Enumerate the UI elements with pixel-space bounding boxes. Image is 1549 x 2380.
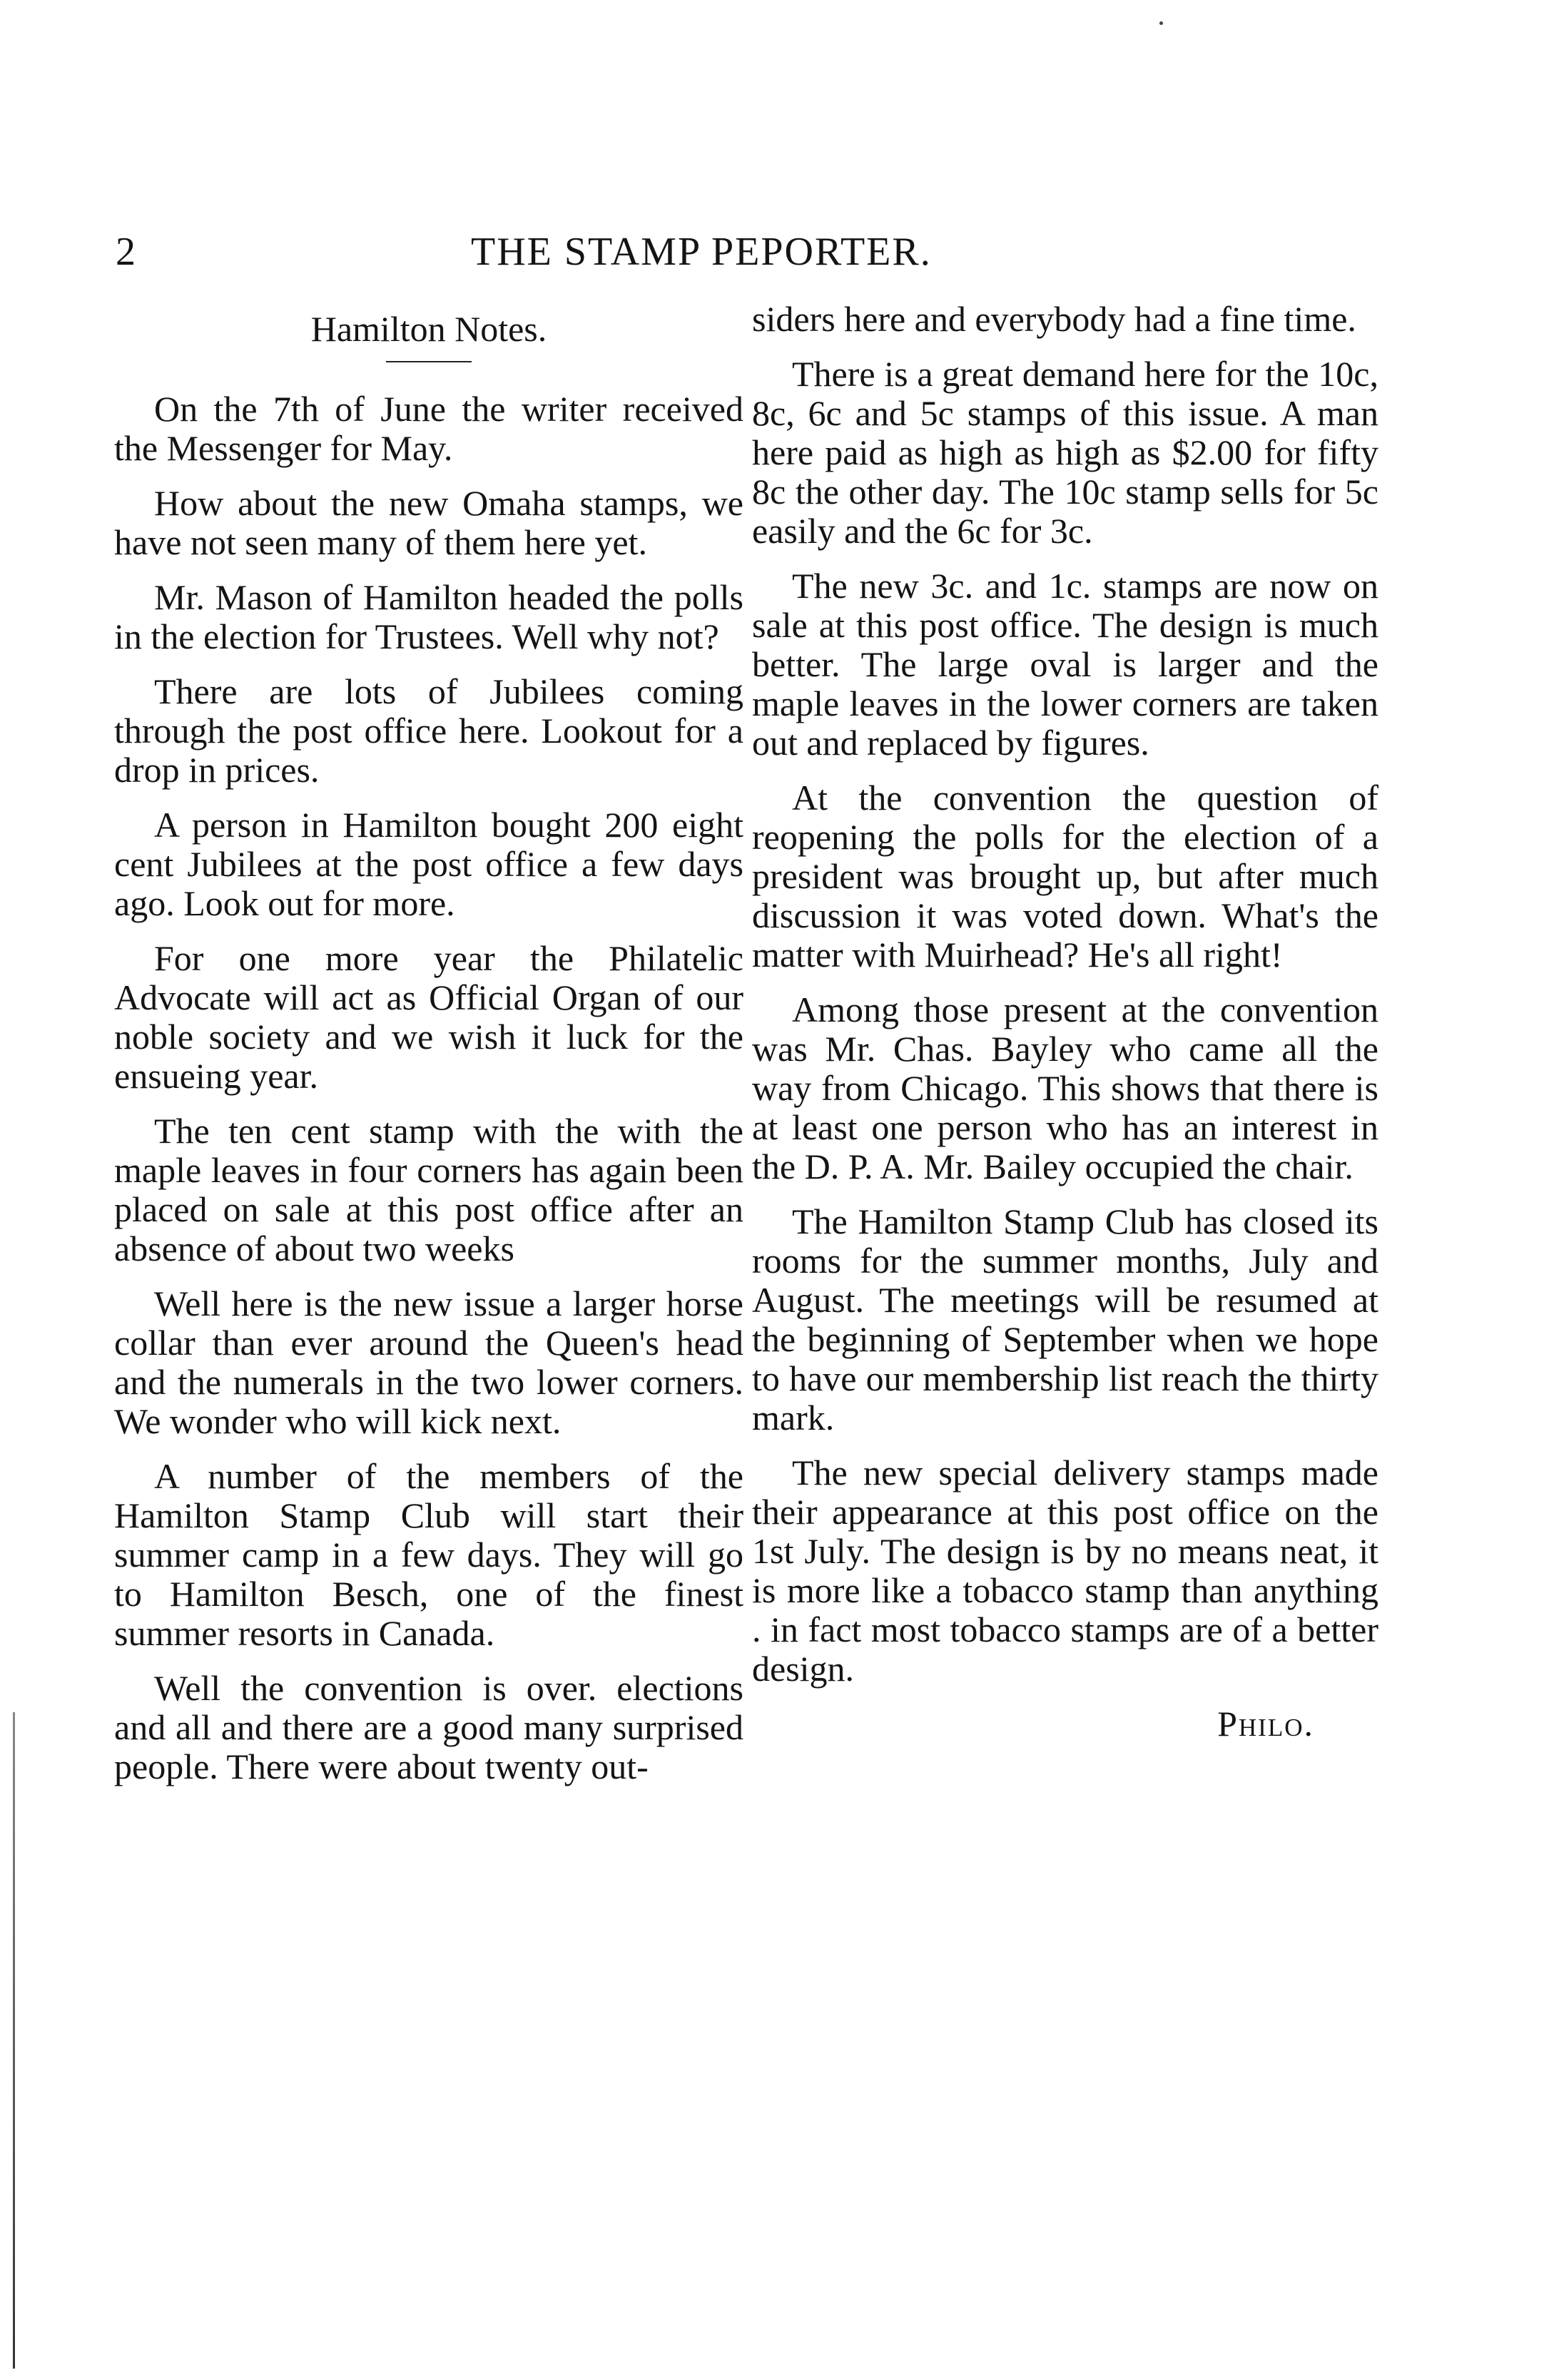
paragraph: Among those present at the convention was Mr. Chas. Bayley who came all the way from Chicago. This shows that there is at least one person who has an interest in the D. P. A. Mr. Bailey occupied the chair. bbox=[752, 990, 1378, 1186]
article-title: Hamilton Notes. bbox=[310, 309, 547, 349]
paragraph: The Hamilton Stamp Club has closed its rooms for the summer months, July and August. The meetings will be resumed at the beginning of September when we hope to have our membership list reach the thirty mark. bbox=[752, 1201, 1378, 1438]
paragraph: The new 3c. and 1c. stamps are now on sale at this post office. The design is much better. The large oval is larger and the maple leaves in the lower corners are taken out and replaced by figures. bbox=[752, 566, 1378, 763]
page-number: 2 bbox=[116, 230, 136, 274]
paragraph: Well here is the new issue a larger horse collar than ever around the Queen's head and the numerals in the two lower corners. We wonder who will kick next. bbox=[114, 1283, 743, 1441]
paragraph: The ten cent stamp with the with the maple leaves in four corners has again been placed on sale at this post office after an absence of about two weeks bbox=[114, 1111, 743, 1268]
paragraph: There are lots of Jubilees coming through the post office here. Lookout for a drop in prices. bbox=[114, 671, 743, 790]
paragraph: A number of the members of the Hamilton Stamp Club will start their summer camp in a few days. They will go to Hamilton Besch, one of the finest summer resorts in Canada. bbox=[114, 1456, 743, 1653]
paragraph: For one more year the Philatelic Advocate will act as Official Organ of our noble society and we wish it luck for the ensueing year. bbox=[114, 938, 743, 1096]
paragraph: On the 7th of June the writer received the Messenger for May. bbox=[114, 389, 743, 468]
right-column bbox=[752, 300, 1378, 1744]
paragraph: The new special delivery stamps made their appearance at this post office on the 1st July. The design is by no means neat, it is more like a tobacco stamp than anything . in fact most tobacco stamps are of a better design. bbox=[752, 1453, 1378, 1689]
paragraph: How about the new Omaha stamps, we have not seen many of them here yet. bbox=[114, 483, 743, 562]
title-rule bbox=[386, 361, 472, 362]
print-speck bbox=[1159, 21, 1163, 25]
paragraph: There is a great demand here for the 10c, 8c, 6c and 5c stamps of this issue. A man here paid as high as high as $2.00 for fifty 8c the other day. The 10c stamp sells for 5c easily and the 6c for 3c. bbox=[752, 354, 1378, 551]
binding-edge-mark bbox=[13, 1712, 15, 2369]
running-head: THE STAMP PEPORTER. bbox=[471, 230, 932, 274]
paragraph: Mr. Mason of Hamilton headed the polls in the election for Trustees. Well why not? bbox=[114, 577, 743, 656]
paragraph: Well the convention is over. elections and all and there are a good many surprised people. There were about twenty out- bbox=[114, 1668, 743, 1786]
paragraph-continued: siders here and everybody had a fine time. bbox=[752, 299, 1356, 339]
left-column bbox=[114, 300, 743, 1802]
paragraph: At the convention the question of reopening the polls for the election of a president was brought up, but after much discussion it was voted down. What's the matter with Muirhead? He's all right! bbox=[752, 778, 1378, 975]
paragraph: A person in Hamilton bought 200 eight cent Jubilees at the post office a few days ago. Look out for more. bbox=[114, 805, 743, 923]
author-signature: Philo. bbox=[1217, 1704, 1314, 1744]
